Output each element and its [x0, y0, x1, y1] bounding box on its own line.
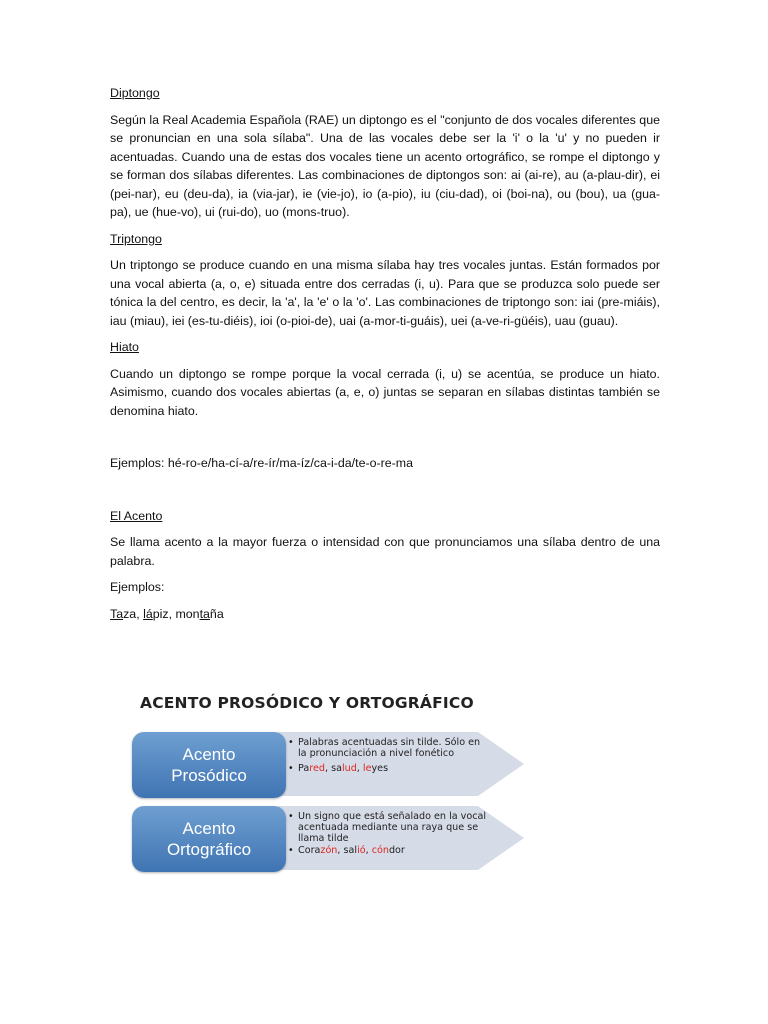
paragraph-triptongo: Un triptongo se produce cuando en una misma sílaba hay tres vocales juntas. Están formados por una vocal abierta (a, o, e) situada entre dos cerradas (i, u). Para que se produzca solo puede ser tónica la del centro, es decir, la 'a', la 'e' o la 'o'. Las combinaciones de triptongo son: iai (pre-miáis), iau (miau), iei (es-tu-diéis), ioi (o-pioi-de), uai (a-mor-ti-guáis), uei (a-ve-ri-güéis), uau (guau). — [110, 258, 660, 328]
example-word-lapiz: lápiz, — [143, 606, 176, 621]
hiato-examples: Ejemplos: hé-ro-e/ha-cí-a/re-ír/ma-íz/ca-i-da/te-o-re-ma — [110, 456, 413, 470]
bullet-prosodico-description: • Palabras acentuadas sin tilde. Sólo en la pronunciación a nivel fonético — [288, 737, 481, 759]
accent-diagram — [128, 690, 528, 880]
diagram-title: ACENTO PROSÓDICO Y ORTOGRÁFICO — [140, 694, 474, 712]
acento-examples-label: Ejemplos: — [110, 580, 165, 594]
paragraph-diptongo: Según la Real Academia Española (RAE) un diptongo es el "conjunto de dos vocales diferentes que se pronuncian en una sola sílaba". Una de las vocales debe ser la 'i' o la 'u' y no pueden ir acentuadas. Cuando una de estas dos vocales tiene un acento ortográfico, se rompe el diptongo y se forman dos sílabas diferentes. Las combinaciones de diptongos son: ai (ai-re), au (a-plau-dir), ei (pei-nar), eu (deu-da), ia (via-jar), ie (vie-jo), io (a-pio), iu (ciu-dad), oi (boi-na), ou (bou), ua (gua-pa), ue (hue-vo), ui (rui-do), uo (mons-truo). — [110, 112, 660, 219]
example-word-montana: montaña — [175, 606, 224, 621]
bullets-prosodico — [288, 737, 488, 774]
paragraph-hiato: Cuando un diptongo se rompe porque la vocal cerrada (i, u) se acentúa, se produce un hiato. Asimismo, cuando dos vocales abiertas (a, e, o) juntas se separan en sílabas distintas también se denomina hiato. — [110, 366, 660, 418]
acento-example-words — [110, 605, 660, 624]
heading-acento: El Acento — [110, 508, 163, 523]
paragraph-acento: Se llama acento a la mayor fuerza o intensidad con que pronunciamos una sílaba dentro de una palabra. — [110, 535, 660, 568]
heading-hiato: Hiato — [110, 340, 139, 354]
example-word-taza: Taza, — [110, 606, 144, 621]
box-acento-ortografico: Acento Ortográfico — [132, 806, 286, 872]
heading-triptongo: Triptongo — [110, 231, 162, 246]
box-acento-prosodico: Acento Prosódico — [132, 732, 286, 798]
document-page — [110, 84, 660, 631]
bullet-ortografico-description: • Un signo que está señalado en la vocal acentuada mediante una raya que se llama tilde — [288, 811, 487, 844]
bullet-prosodico-examples: • Pared, salud, leyes — [288, 763, 389, 774]
bullets-ortografico — [288, 811, 488, 856]
bullet-ortografico-examples: • Corazón, salió, cóndor — [288, 845, 405, 856]
heading-diptongo: Diptongo — [110, 86, 160, 100]
